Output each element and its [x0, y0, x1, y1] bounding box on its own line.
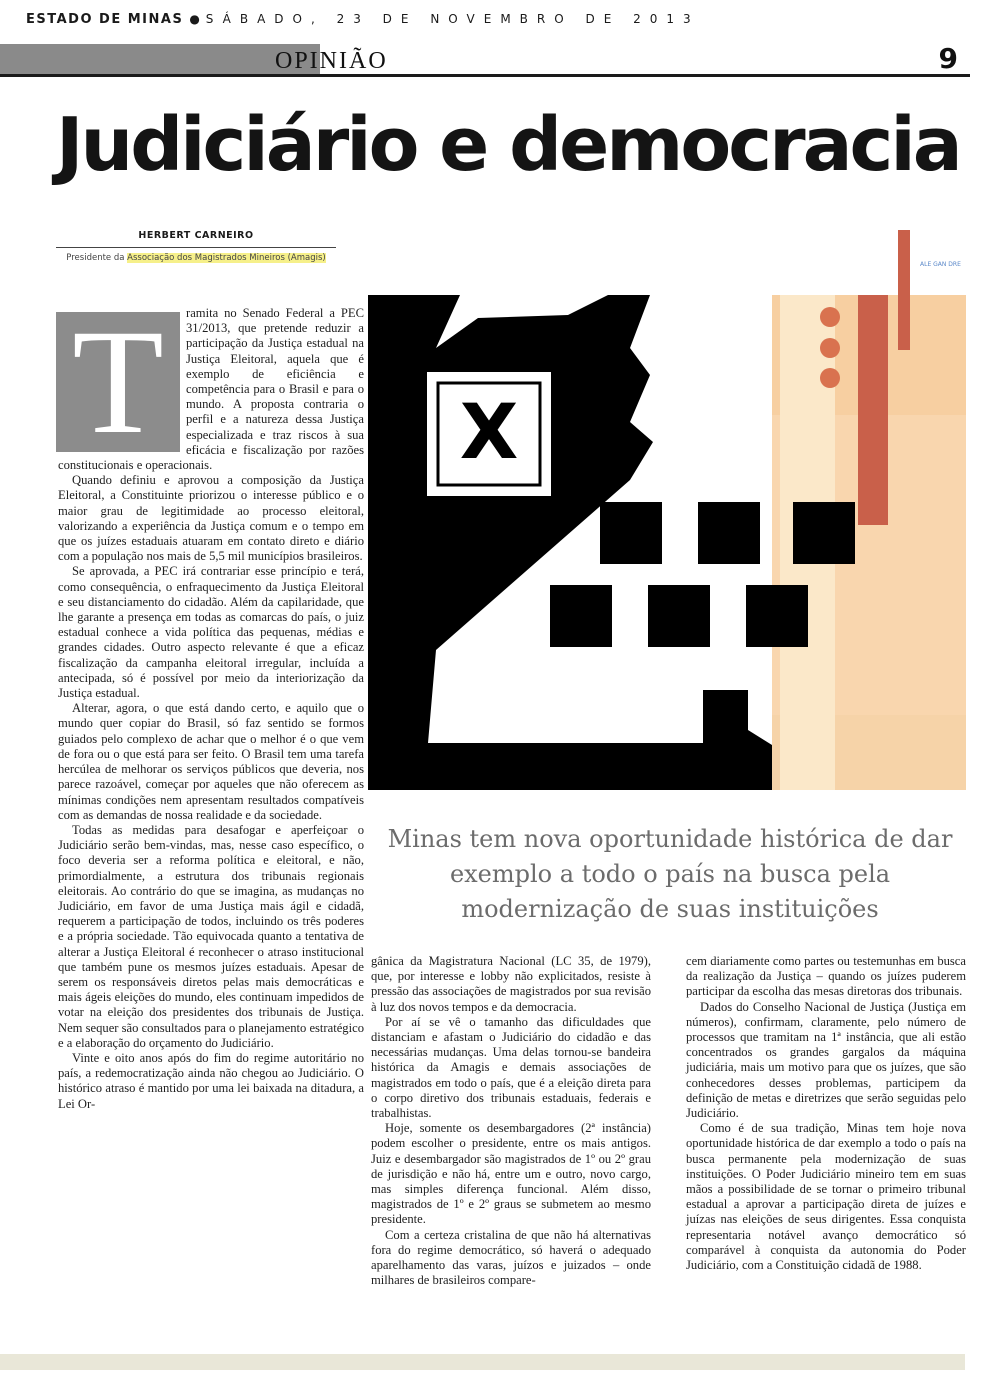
paragraph: cem diariamente como partes ou testemunhas em busca da realização da Justiça – quando os juízes puderem participar da escolha das mesas diretoras dos tribunais.	[686, 954, 966, 999]
paragraph: gânica da Magistratura Nacional (LC 35, de 1979), que, por interesse e lobby não explicitados, resiste à pressão das associações de magistrados por sua revisão à luz dos novos tempos e da democracia.	[371, 954, 651, 1014]
illustration-brick-bar	[858, 295, 888, 525]
byline	[56, 230, 336, 263]
illustration-square	[648, 585, 710, 647]
illustration-dot	[820, 368, 840, 388]
newspaper-name: ESTADO DE MINAS	[26, 12, 184, 27]
section-name: OPINIÃO	[275, 48, 388, 74]
paragraph: Vinte e oito anos após do fim do regime autoritário no país, a redemocratização ainda não chegou ao Judiciário. O histórico atraso é mantido por uma lei baixada na ditadura, a Lei Or-	[58, 1050, 364, 1111]
paragraph: Se aprovada, a PEC irá contrariar esse princípio e terá, como consequência, o enfraquecimento da Justiça Eleitoral e seu distanciamento do cidadão. Além da capilaridade, que lhe garante a presença em todas as comarcas do país, o juiz estadual conhece a vida política das pequenas, médias e grandes cidades. Outro aspecto relevante é que a eficaz fiscalização da campanha eleitoral irregular, incluída a antecipada, só é possível por meio da interiorização da Justiça estadual.	[58, 564, 364, 701]
article-headline: Judiciário e democracia	[56, 102, 960, 188]
pull-quote: Minas tem nova oportunidade histórica de dar exemplo a todo o país na busca pela modernização de suas instituições	[387, 825, 953, 923]
illustration-square	[746, 585, 808, 647]
paragraph: Como é de sua tradição, Minas tem hoje nova oportunidade histórica de dar exemplo a todo o país na busca permanente pela modernização de suas instituições. O Poder Judiciário mineiro tem em suas mãos a possibilidade de se tornar o primeiro tribunal estadual a aprovar a participação direta de juízes e juízas nas eleições de seus dirigentes. Essa conquista representaria notável avanço democrático só comparável à conquista da autonomia do Poder Judiciário, com a Constituição cidadã de 1988.	[686, 1121, 966, 1273]
illustration-square	[793, 502, 855, 564]
role-prefix: Presidente da	[66, 253, 128, 263]
author-name: HERBERT CARNEIRO	[56, 230, 336, 248]
paragraph: Quando definiu e aprovou a composição da Justiça Eleitoral, a Constituinte priorizou o interesse público e o maior grau de legitimidade ao processo eleitoral, valorizando a experiência da Justiça comum e o tempo em que os juízes estaduais atuaram em contato direto e diário com a população nos mais de 5,5 mil municípios brasileiros.	[58, 473, 364, 564]
article-column-2	[371, 954, 651, 1288]
article-column-1	[58, 299, 364, 1112]
section-rule	[0, 74, 970, 77]
paragraph: Por aí se vê o tamanho das dificuldades que distanciam e afastam o Judiciário do cidadão e das necessárias mudanças. Uma delas tornou-se bandeira histórica da Amagis e demais associações de magistrados em todo o país, que é a eleição direta para o corpo diretivo dos tribunais estaduais, federais e trabalhistas.	[371, 1014, 651, 1121]
illustration-square	[550, 585, 612, 647]
role-organization: Associação dos Magistrados Mineiros (Amagis)	[127, 253, 326, 263]
masthead	[26, 12, 956, 34]
paragraph: Todas as medidas para desafogar e aperfeiçoar o Judiciário serão bem-vindas, mas, nesse caso específico, o foco deveria ser a reforma política e eleitoral, e não, primordialmente, a estrutura dos tribunais regionais eleitorais. Ao contrário do que se imagina, as mudanças no Judiciário, em favor de uma Justiça mais ágil e cidadã, requerem a participação de todos, incluindo os três poderes e a própria sociedade. Tão equivocada quanto a tentativa de alterar a Justiça Eleitoral é reconhecer o atraso institucional que também pune os mesmos juízes estaduais. Apesar de serem os responsáveis diretos pelas mais democráticas e mais ágeis eleições do mundo, eles continuam impedidos de votar na eleição dos presidentes dos tribunais de Justiça. Nem sequer são consultados para o planejamento estratégico e a elaboração do orçamento do Judiciário.	[58, 822, 364, 1050]
paragraph: Dados do Conselho Nacional de Justiça (Justiça em números), confirmam, claramente, pelo número de processos que tramitam na 1ª instância, que ali estão concentrados os grandes gargalos da máquina judiciária, mais um motivo para que os juízes, que são conhecedores desses problemas, participem da definição de metas e diretrizes que serão seguidas pelo Judiciário.	[686, 999, 966, 1121]
illustration-square	[698, 502, 760, 564]
issue-date: SÁBADO, 23 DE NOVEMBRO DE 2013	[205, 12, 700, 26]
author-role	[56, 253, 336, 263]
ballot-x-mark: X	[459, 387, 519, 476]
paragraph: Com a certeza cristalina de que não há alternativas fora do regime democrático, só haverá o adequado aparelhamento das varas, juízos e juizados – onde milhares de brasileiros compare-	[371, 1227, 651, 1288]
footer-bar	[0, 1354, 965, 1370]
paragraph: Hoje, somente os desembargadores (2ª instância) podem escolher o presidente, entre os mais antigos. Juiz e desembargador são magistrados de 1º ou 2º grau de jurisdição e não há, entre um e outro, novo cargo, mas simples diferença funcional. Além disso, magistrados de 1º e 2º graus se submetem ao mesmo presidente.	[371, 1121, 651, 1227]
article-column-3	[686, 954, 966, 1273]
illustration-dot	[820, 338, 840, 358]
paragraph: ramita no Senado Federal a PEC 31/2013, que pretende reduzir a participação da Justiça estadual na Justiça Eleitoral, aquela que é exemplo de eficiência e competência para o Brasil e para o mundo. A proposta contraria o perfil e a natureza dessa Justiça especializada e traz riscos à sua eficácia e fiscalização por razões constitucionais e operacionais.	[58, 306, 364, 473]
bullet-icon: ●	[189, 12, 200, 26]
illustration-square	[600, 502, 662, 564]
drop-cap: T	[56, 312, 180, 452]
illustration-thin-bar	[898, 230, 910, 350]
article-illustration	[368, 230, 966, 790]
illustration-dot	[820, 307, 840, 327]
paragraph: Alterar, agora, o que está dando certo, e aquilo que o mundo quer copiar do Brasil, só faz sentido se formos guiados pelo complexo de achar que o melhor é o que vem de fora ou o que está para ser feito. O Brasil tem uma tarefa hercúlea de melhorar os serviços públicos que deveria, nos parece razoável, começar por aqueles que não oferecem as mínimas condições nem apresentam resultados compatíveis com as demandas de nossa realidade e da sociedade.	[58, 701, 364, 822]
section-bar-shade	[0, 44, 320, 74]
illustration-signature: ALE GAN DRE	[920, 261, 961, 268]
section-bar	[0, 44, 970, 78]
page-number: 9	[938, 42, 958, 75]
